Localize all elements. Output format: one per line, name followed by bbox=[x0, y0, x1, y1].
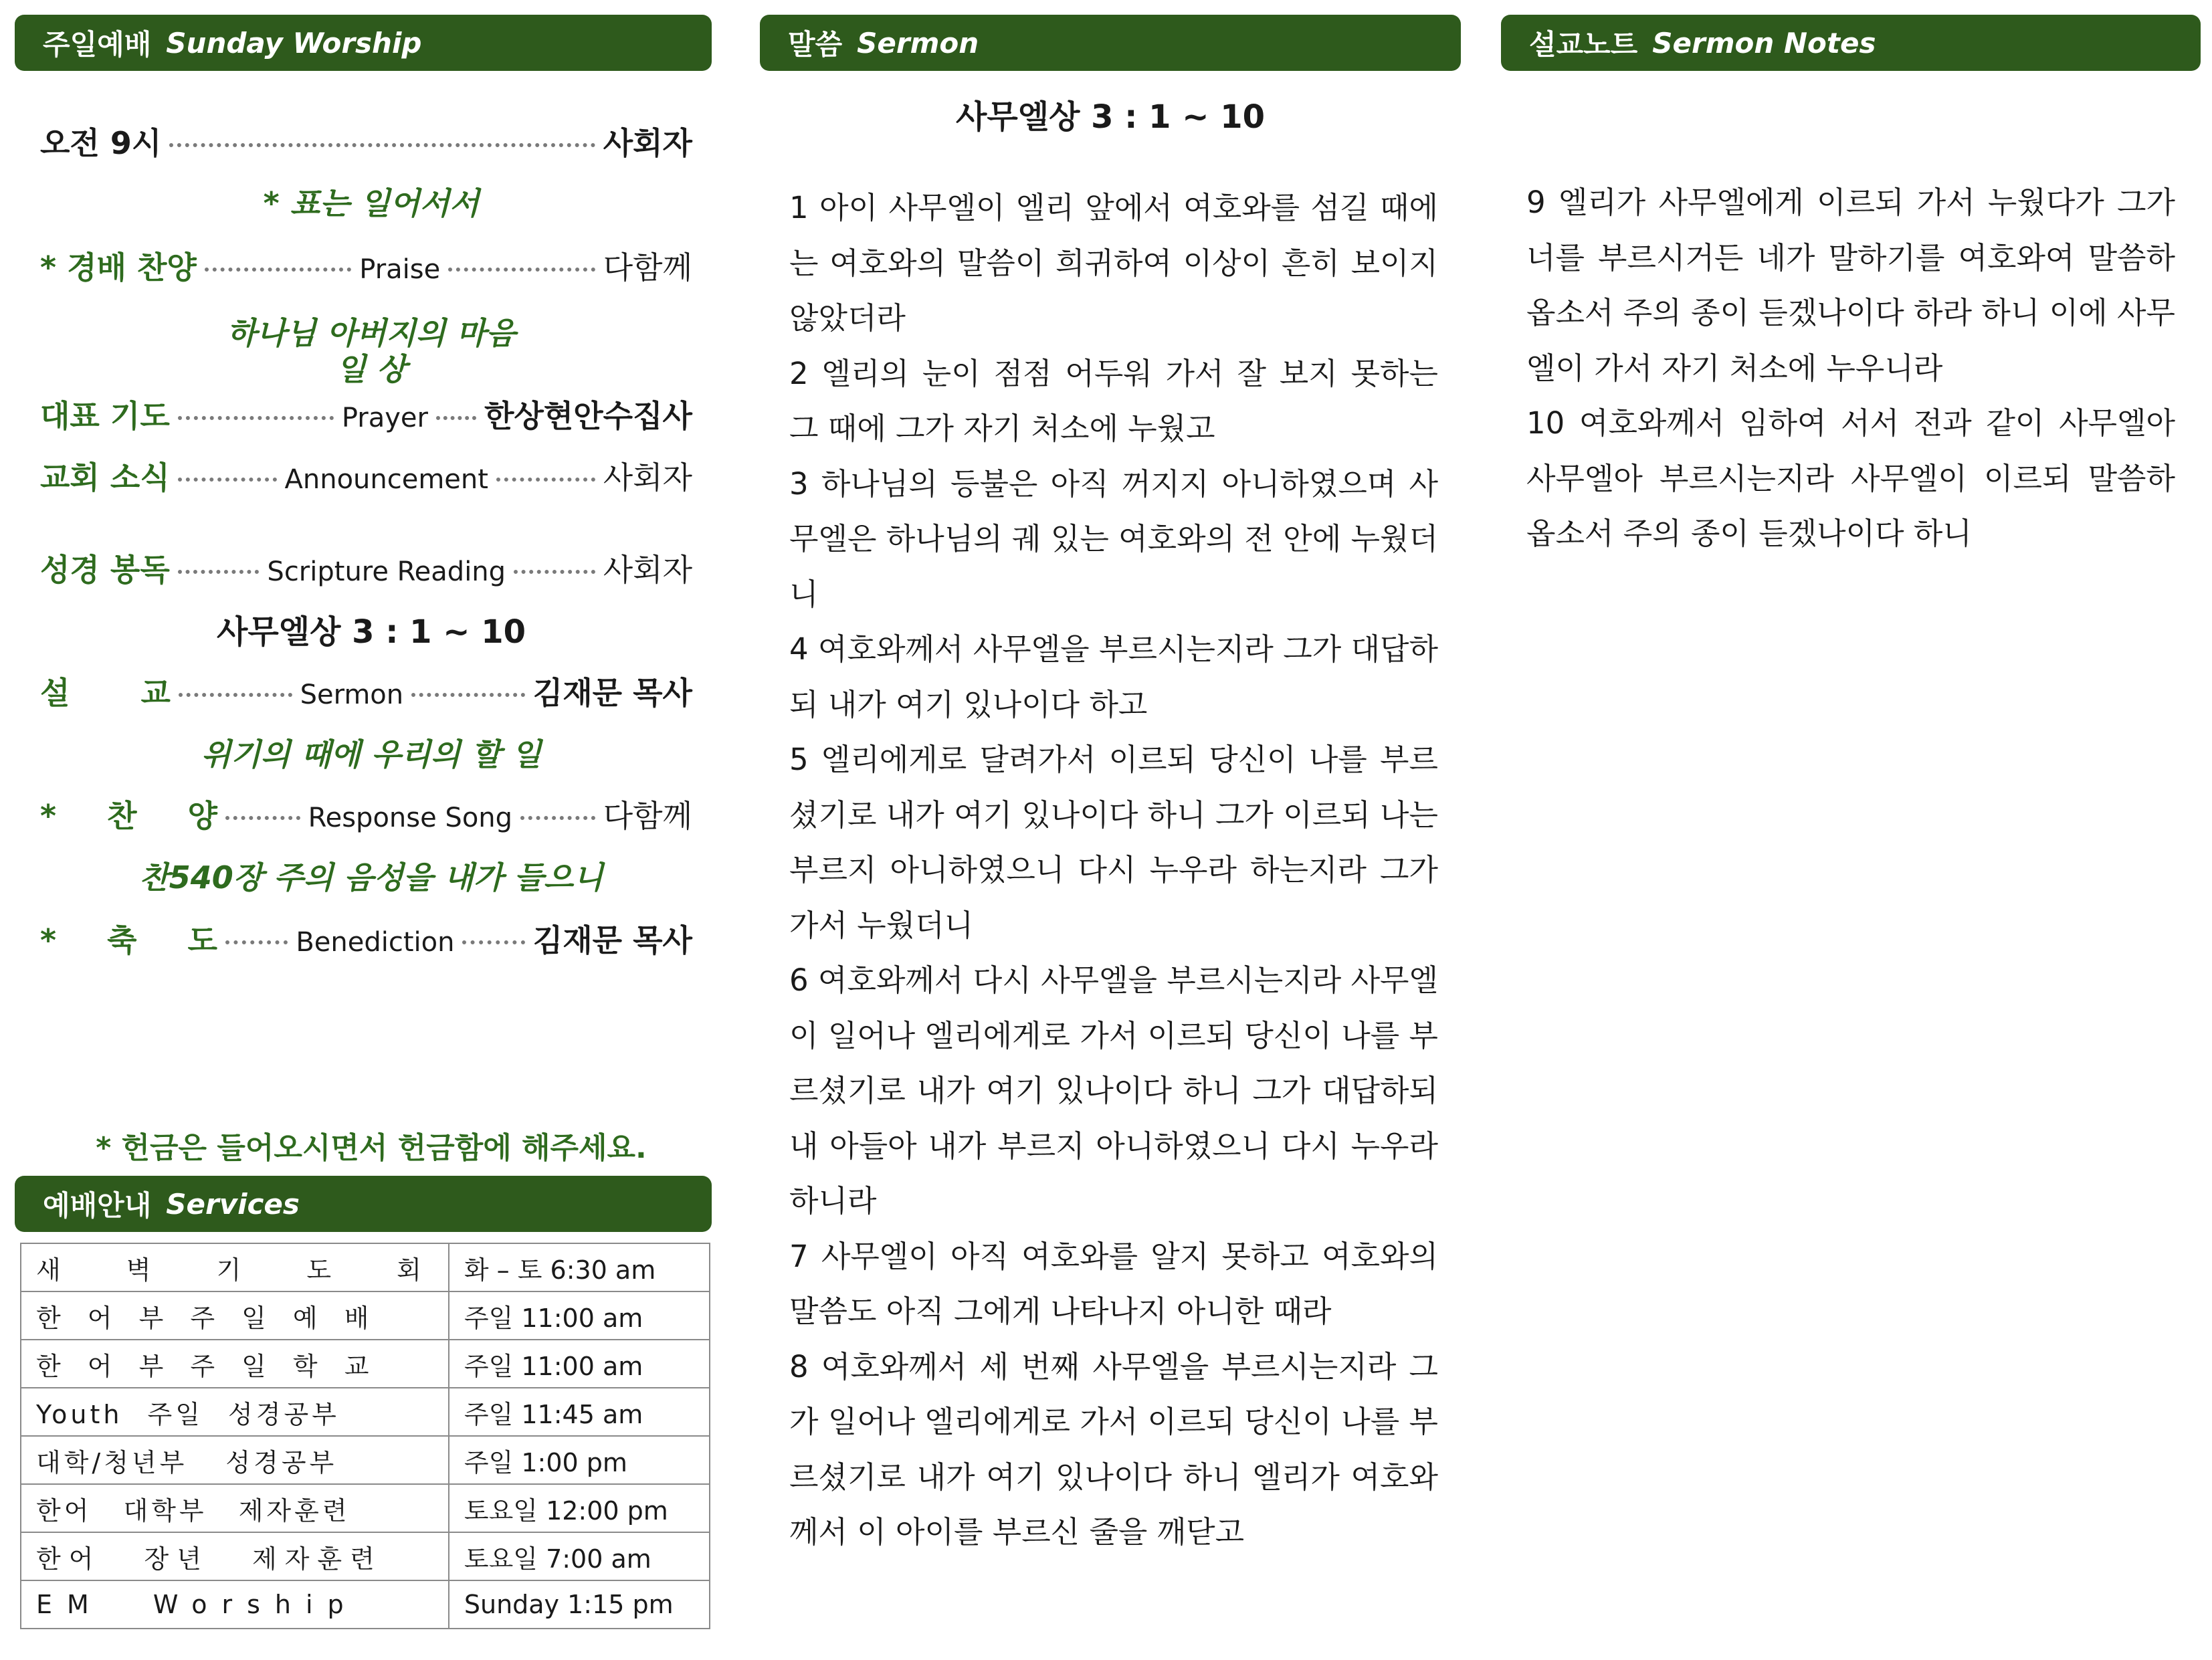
order-item-en: Sermon bbox=[300, 680, 404, 710]
service-name bbox=[21, 1388, 449, 1436]
worship-header bbox=[15, 15, 712, 71]
verse: 8 여호와께서 세 번째 사무엘을 부르시는지라 그가 일어나 엘리에게로 가서 이르되 당신이 나를 부르셨기로 내가 여기 있나이다 하니 엘리가 여호와께서 이 아이를 부르신 줄을 깨닫고 bbox=[789, 1348, 1438, 1550]
service-time: 주일 11:00 am bbox=[449, 1340, 710, 1388]
service-name bbox=[21, 1532, 449, 1580]
order-item-person: 사회자 bbox=[603, 459, 692, 496]
dot-leader bbox=[225, 816, 300, 820]
order-item-en: Prayer bbox=[341, 403, 428, 433]
service-name-text: 한어 대학부 제자훈련 bbox=[36, 1495, 350, 1526]
service-name-text: EM Worship bbox=[36, 1590, 359, 1619]
notes-header bbox=[1501, 15, 2201, 71]
service-time: Sunday 1:15 pm bbox=[449, 1580, 710, 1629]
sermon-verses bbox=[789, 181, 1438, 1560]
worship-header-ko: 주일예배 bbox=[43, 28, 152, 61]
praise-song-title-2: 일 상 bbox=[336, 351, 407, 387]
scripture-reference: 사무엘상 3 : 1 ~ 10 bbox=[216, 613, 526, 651]
order-item-en: Scripture Reading bbox=[267, 556, 506, 587]
order-item-person: 다함께 bbox=[603, 249, 692, 286]
service-name bbox=[21, 1340, 449, 1388]
service-name-text: 한어 장년 제자훈련 bbox=[36, 1544, 383, 1574]
table-row bbox=[21, 1340, 710, 1388]
dot-leader bbox=[169, 143, 595, 147]
table-row bbox=[21, 1532, 710, 1580]
service-time: 주일 11:45 am bbox=[449, 1388, 710, 1436]
table-row bbox=[21, 1436, 710, 1484]
order-item-announcement bbox=[40, 453, 692, 498]
verse: 9 엘리가 사무엘에게 이르되 가서 누웠다가 그가 너를 부르시거든 네가 말하기를 여호와여 말씀하옵소서 주의 종이 듣겠나이다 하라 하니 이에 사무엘이 가서 자기 처소에 누우니라 bbox=[1526, 185, 2175, 386]
verse: 7 사무엘이 아직 여호와를 알지 못하고 여호와의 말씀도 아직 그에게 나타나지 아니한 때라 bbox=[789, 1238, 1438, 1329]
verse: 3 하나님의 등불은 아직 꺼지지 아니하였으며 사무엘은 하나님의 궤 있는 여호와의 전 안에 누웠더니 bbox=[789, 465, 1438, 612]
service-name-text: 새 벽 기 도 회 bbox=[36, 1255, 433, 1285]
order-item-person: 사회자 bbox=[603, 552, 693, 588]
service-time: 주일 11:00 am bbox=[449, 1291, 710, 1340]
dot-leader bbox=[448, 268, 595, 272]
verse: 4 여호와께서 사무엘을 부르시는지라 그가 대답하되 내가 여기 있나이다 하고 bbox=[789, 631, 1438, 722]
sermon-title: 위기의 때에 우리의 할 일 bbox=[201, 736, 542, 772]
order-item-praise bbox=[40, 243, 692, 288]
table-row bbox=[21, 1291, 710, 1340]
order-item-prayer bbox=[40, 392, 692, 436]
table-row bbox=[21, 1580, 710, 1629]
order-item-label: * 축 도 bbox=[40, 922, 217, 958]
order-item-sermon bbox=[40, 669, 692, 713]
table-row bbox=[21, 1243, 710, 1291]
dot-leader bbox=[411, 693, 525, 697]
dot-leader bbox=[225, 940, 288, 944]
order-item-en: Benediction bbox=[296, 927, 455, 958]
sermon-scripture-title: 사무엘상 3 : 1 ~ 10 bbox=[955, 98, 1266, 136]
services-table bbox=[20, 1243, 710, 1629]
response-hymn: 찬540장 주의 음성을 내가 들으니 bbox=[139, 859, 603, 896]
worship-time: 오전 9시 bbox=[40, 125, 162, 161]
order-item-person: 김재문 목사 bbox=[532, 675, 692, 711]
service-name-text: Youth 주일 성경공부 bbox=[36, 1399, 340, 1429]
service-name bbox=[21, 1243, 449, 1291]
praise-song-title-1: 하나님 아버지의 마음 bbox=[227, 315, 516, 351]
dot-leader bbox=[496, 478, 595, 482]
service-time: 주일 1:00 pm bbox=[449, 1436, 710, 1484]
verse: 6 여호와께서 다시 사무엘을 부르시는지라 사무엘이 일어나 엘리에게로 가서 이르되 당신이 나를 부르셨기로 내가 여기 있나이다 하니 그가 대답하되 내 아들아 내가 부르지 아니하였으니 다시 누우라 하니라 bbox=[789, 962, 1438, 1219]
service-time: 토요일 7:00 am bbox=[449, 1532, 710, 1580]
sermon-header bbox=[760, 15, 1461, 71]
order-item-label: * 경배 찬양 bbox=[40, 249, 197, 286]
worship-time-leader: 사회자 bbox=[603, 125, 692, 161]
services-header-ko: 예배안내 bbox=[43, 1189, 152, 1222]
verse: 10 여호와께서 임하여 서서 전과 같이 사무엘아 사무엘아 부르시는지라 사무엘이 이르되 말씀하옵소서 주의 종이 듣겠나이다 하니 bbox=[1526, 405, 2175, 551]
worship-header-en: Sunday Worship bbox=[166, 26, 422, 60]
service-name bbox=[21, 1291, 449, 1340]
order-item-person: 김재문 목사 bbox=[532, 922, 692, 958]
order-item-label: 성경 봉독 bbox=[40, 552, 170, 588]
service-time: 토요일 12:00 pm bbox=[449, 1484, 710, 1532]
table-row bbox=[21, 1484, 710, 1532]
dot-leader bbox=[205, 268, 351, 272]
stand-note: * 표는 일어서서 bbox=[263, 185, 480, 221]
order-item-label: 대표 기도 bbox=[40, 398, 170, 434]
order-item-en: Announcement bbox=[284, 464, 488, 495]
notes-verses bbox=[1526, 175, 2175, 562]
order-item-label: 교회 소식 bbox=[40, 459, 170, 496]
notes-header-en: Sermon Notes bbox=[1652, 26, 1876, 60]
dot-leader bbox=[514, 570, 595, 574]
services-header-en: Services bbox=[166, 1187, 300, 1221]
dot-leader bbox=[462, 940, 524, 944]
service-time: 화 – 토 6:30 am bbox=[449, 1243, 710, 1291]
service-name bbox=[21, 1436, 449, 1484]
dot-leader bbox=[178, 570, 260, 574]
dot-leader bbox=[436, 416, 476, 420]
order-item-en: Praise bbox=[359, 254, 441, 285]
dot-leader bbox=[178, 416, 334, 420]
worship-time-row bbox=[40, 119, 692, 163]
verse: 5 엘리에게로 달려가서 이르되 당신이 나를 부르셨기로 내가 여기 있나이다 하니 그가 이르되 나는 부르지 아니하였으니 다시 누우라 하는지라 그가 가서 누웠더니 bbox=[789, 742, 1438, 943]
order-item-label: 설 교 bbox=[40, 675, 171, 711]
service-name bbox=[21, 1580, 449, 1629]
verse: 1 아이 사무엘이 엘리 앞에서 여호와를 섬길 때에는 여호와의 말씀이 희귀하여 이상이 흔히 보이지 않았더라 bbox=[789, 190, 1438, 336]
order-item-en: Response Song bbox=[308, 803, 513, 833]
sermon-header-en: Sermon bbox=[857, 26, 979, 60]
service-name-text: 한 어 부 주 일 학 교 bbox=[36, 1351, 373, 1381]
service-name bbox=[21, 1484, 449, 1532]
table-row bbox=[21, 1388, 710, 1436]
sermon-header-ko: 말씀 bbox=[788, 28, 843, 61]
dot-leader bbox=[178, 478, 277, 482]
order-item-person: 한상현안수집사 bbox=[484, 398, 692, 434]
service-name-text: 한 어 부 주 일 예 배 bbox=[36, 1303, 373, 1333]
dot-leader bbox=[179, 693, 292, 697]
order-item-person: 다함께 bbox=[603, 798, 692, 834]
services-header bbox=[15, 1176, 712, 1232]
order-item-response-song bbox=[40, 792, 692, 836]
notes-header-ko: 설교노트 bbox=[1529, 28, 1638, 61]
dot-leader bbox=[520, 816, 595, 820]
order-item-benediction bbox=[40, 916, 692, 960]
verse: 2 엘리의 눈이 점점 어두워 가서 잘 보지 못하는 그 때에 그가 자기 처소에 누웠고 bbox=[789, 355, 1438, 446]
order-item-scripture bbox=[40, 546, 692, 590]
service-name-text: 대학/청년부 성경공부 bbox=[36, 1447, 338, 1477]
order-item-label: * 찬 양 bbox=[40, 798, 217, 834]
offering-note: * 헌금은 들어오시면서 헌금함에 해주세요. bbox=[96, 1131, 647, 1165]
